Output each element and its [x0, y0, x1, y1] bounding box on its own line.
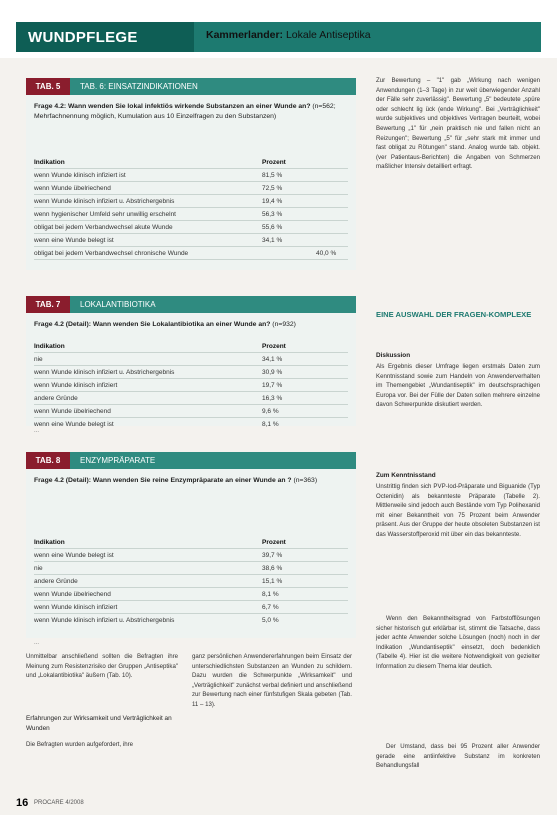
table-8-question-rest: (n=363) — [291, 477, 318, 484]
table-row: andere Gründe 15,1 % — [34, 577, 348, 588]
table-row: wenn hygienischer Umfeld sehr unwillig erschelnt 56,3 % — [34, 210, 348, 221]
publication-source: PROCARE 4/2008 — [34, 800, 84, 806]
bottom-middle-p1: ganz persönlichen Anwendererfahrungen beim Einsatz der unterschiedlichsten Substanzen an Wunden zu schildern. Dazu wurden die Schwerpunkte „Wirksamkeit" und „Verträglichkeit" zunächst verbal definiert und anschließend zur Bewertung nach einer fünfstufigen Skala gebeten (Tab. 11 – 13). — [192, 653, 353, 708]
table-5-tag: TAB. 5 — [26, 78, 70, 95]
table-8-question — [34, 476, 352, 486]
table-5 — [26, 78, 356, 270]
page-number: 16 — [16, 797, 29, 809]
table-5-title: TAB. 6: EINSATZINDIKATIONEN — [80, 82, 198, 91]
col-indikation: Indikation — [34, 159, 65, 166]
table-5-bar — [26, 78, 356, 95]
table-row: obligat bei jedem Verbandwechsel akute Wunde 55,6 % — [34, 223, 348, 234]
bottom-left-p2: Die Befragten wurden aufgefordert, ihre — [26, 741, 134, 748]
table-7-question — [34, 320, 352, 330]
table-row: andere Gründe 16,3 % — [34, 394, 348, 405]
table-7-question-bold: Frage 4.2 (Detail): Wann wenden Sie Lokalantibiotika an einer Wunde an? — [34, 321, 271, 328]
table-row: wenn eine Wunde belegt ist 8,1 % — [34, 421, 279, 428]
table-row: wenn Wunde klinisch infiziert 19,7 % — [34, 381, 348, 392]
table-row: wenn eine Wunde belegt ist 39,7 % — [34, 551, 348, 562]
table-row: wenn Wunde übelriechend 9,6 % — [34, 407, 348, 418]
table-7-header-row: Indikation Prozent — [34, 342, 348, 353]
table-5-question-rest: (n=562; Mehrfachnennung möglich, Kumulation aus 10 Einzelfragen zu den Substanzen) — [34, 103, 336, 120]
table-5-question-bold: Frage 4.2: Wann wenden Sie lokal infektiös wirkende Substanzen an einer Wunde an? — [34, 103, 311, 110]
right-column-p4: Wenn den Bekanntheitsgrad von Farbstofflösungen sicher historisch gut erklärbar ist, stimmt die Tatsache, dass jeder achte Anwender solche Lösungen (noch) noch in der Indikation „Wundantiseptik" einsetzt, doch bedenklich (Tabelle 4). Hier ist die weitere Notwendigkeit von gezielter Information zu diesem Thema klar deutlich. — [376, 615, 540, 670]
table-row: wenn eine Wunde belegt ist 34,1 % — [34, 236, 348, 247]
article-author: Kammerlander: — [206, 29, 284, 41]
table-row: nie 38,6 % — [34, 564, 348, 575]
table-7 — [26, 296, 356, 426]
table-8-title: ENZYMPRÄPARATE — [80, 456, 156, 465]
table-row: wenn Wunde klinisch infiziert u. Abstrichergebnis 30,9 % — [34, 368, 348, 379]
table-8-continuation: ... — [34, 640, 40, 646]
section-label — [16, 22, 194, 52]
table-7-continuation: ... — [34, 428, 40, 434]
table-8 — [26, 452, 356, 638]
subheading-kenntnisstand: Zum Kenntnisstand — [376, 472, 436, 479]
table-row: wenn Wunde klinisch infiziert ist 81,5 % — [34, 171, 348, 182]
table-row: wenn Wunde klinisch infiziert 6,7 % — [34, 603, 348, 614]
subheading-diskussion: Diskussion — [376, 352, 411, 359]
table-8-bar — [26, 452, 356, 469]
table-row: wenn Wunde klinisch infiziert u. Abstrichergebnis 19,4 % — [34, 197, 348, 208]
table-8-question-bold: Frage 4.2 (Detail): Wann wenden Sie reine Enzympräparate an einer Wunde an ? — [34, 477, 292, 484]
table-row: obligat bei jedem Verbandwechsel chronische Wunde 40,0 % — [34, 249, 348, 260]
table-row: nie 34,1 % — [34, 355, 348, 366]
right-column-p3: Unstrittig finden sich PVP-Iod-Präparate und Biguanide (Typ Octenidin) als bekannteste Präparate (Tabelle 2). Mittlerweile sind jedoch auch Bestände vom Typ Polihexanid mit einer Bekanntheit von 75 Prozent beim Anwender präsent. Aus der Gruppe der heute obsoleten Substanzen ist das Wasserstoffperoxid mit über ein das bekannteste. — [376, 483, 540, 538]
table-5-question — [34, 102, 352, 122]
table-8-tag: TAB. 8 — [26, 452, 70, 469]
article-title-text: Lokale Antiseptika — [285, 29, 371, 41]
table-8-header-row: Indikation Prozent — [34, 538, 348, 549]
table-7-question-rest: (n=932) — [270, 321, 296, 328]
section-title: WUNDPFLEGE — [28, 29, 138, 46]
table-row: wenn Wunde übelriechend 72,5 % — [34, 184, 348, 195]
right-column-p1: Zur Bewertung – "1" gab „Wirkung nach wenigen Anwendungen (1–3 Tage) in zur weit überwiegender Anzahl der Fälle sehr zuverlässig". Bewertung „5" bedeutete „spüre oder schlecht lig ück (ende Wirkung". Bei „Verträglichkeit" wurde subjektives und objektives Vertragen beurteilt, wobei Bewertung „1" für „nein praktisch nie und fallen nicht an Reizungen"; Bewertung „5" für „sehr stark mit immer und fast obligat zu Rötungen" stand. Analog wurde tab. objekt. (ver Patientaus-Berichten) die Angaben von Schmerzen maßlicher Intensiv detailliert erfragt. — [376, 77, 540, 171]
table-7-tag: TAB. 7 — [26, 296, 70, 313]
table-row: wenn Wunde klinisch infiziert u. Abstrichergebnis 5,0 % — [34, 617, 279, 624]
table-7-bar — [26, 296, 356, 313]
bottom-left-p1: Unmittelbar anschließend sollten die Befragten ihre Meinung zum Resistenzrisiko der Gruppen „Antiseptika" und „Lokalantibiotika" äußern (Tab. 10). — [26, 653, 178, 680]
article-title — [206, 29, 371, 41]
table-5-header-row — [34, 158, 348, 169]
subheading-wirksamkeit: Erfahrungen zur Wirksamkeit und Verträglichkeit an Wunden — [26, 715, 172, 732]
section-heading: EINE AUSWAHL DER FRAGEN-KOMPLEXE — [376, 310, 532, 319]
table-row: wenn Wunde übelriechend 8,1 % — [34, 590, 348, 601]
col-prozent: Prozent — [262, 159, 286, 166]
table-7-title: LOKALANTIBIOTIKA — [80, 300, 156, 309]
right-column-p2: Als Ergebnis dieser Umfrage liegen erstmals Daten zum Kenntnisstand sowie zum Handeln von Anwenderverhalten im Themengebiet „Wundantiseptik" im deutschsprachigen Europa vor. Bei der Fülle der Daten sollen mehrere einzelne davon Schwerpunkte diskutiert werden. — [376, 363, 540, 409]
right-column-p5: Der Umstand, dass bei 95 Prozent aller Anwender gerade eine antiinfektive Substanz im konkreten Behandlungsfall — [376, 743, 540, 770]
